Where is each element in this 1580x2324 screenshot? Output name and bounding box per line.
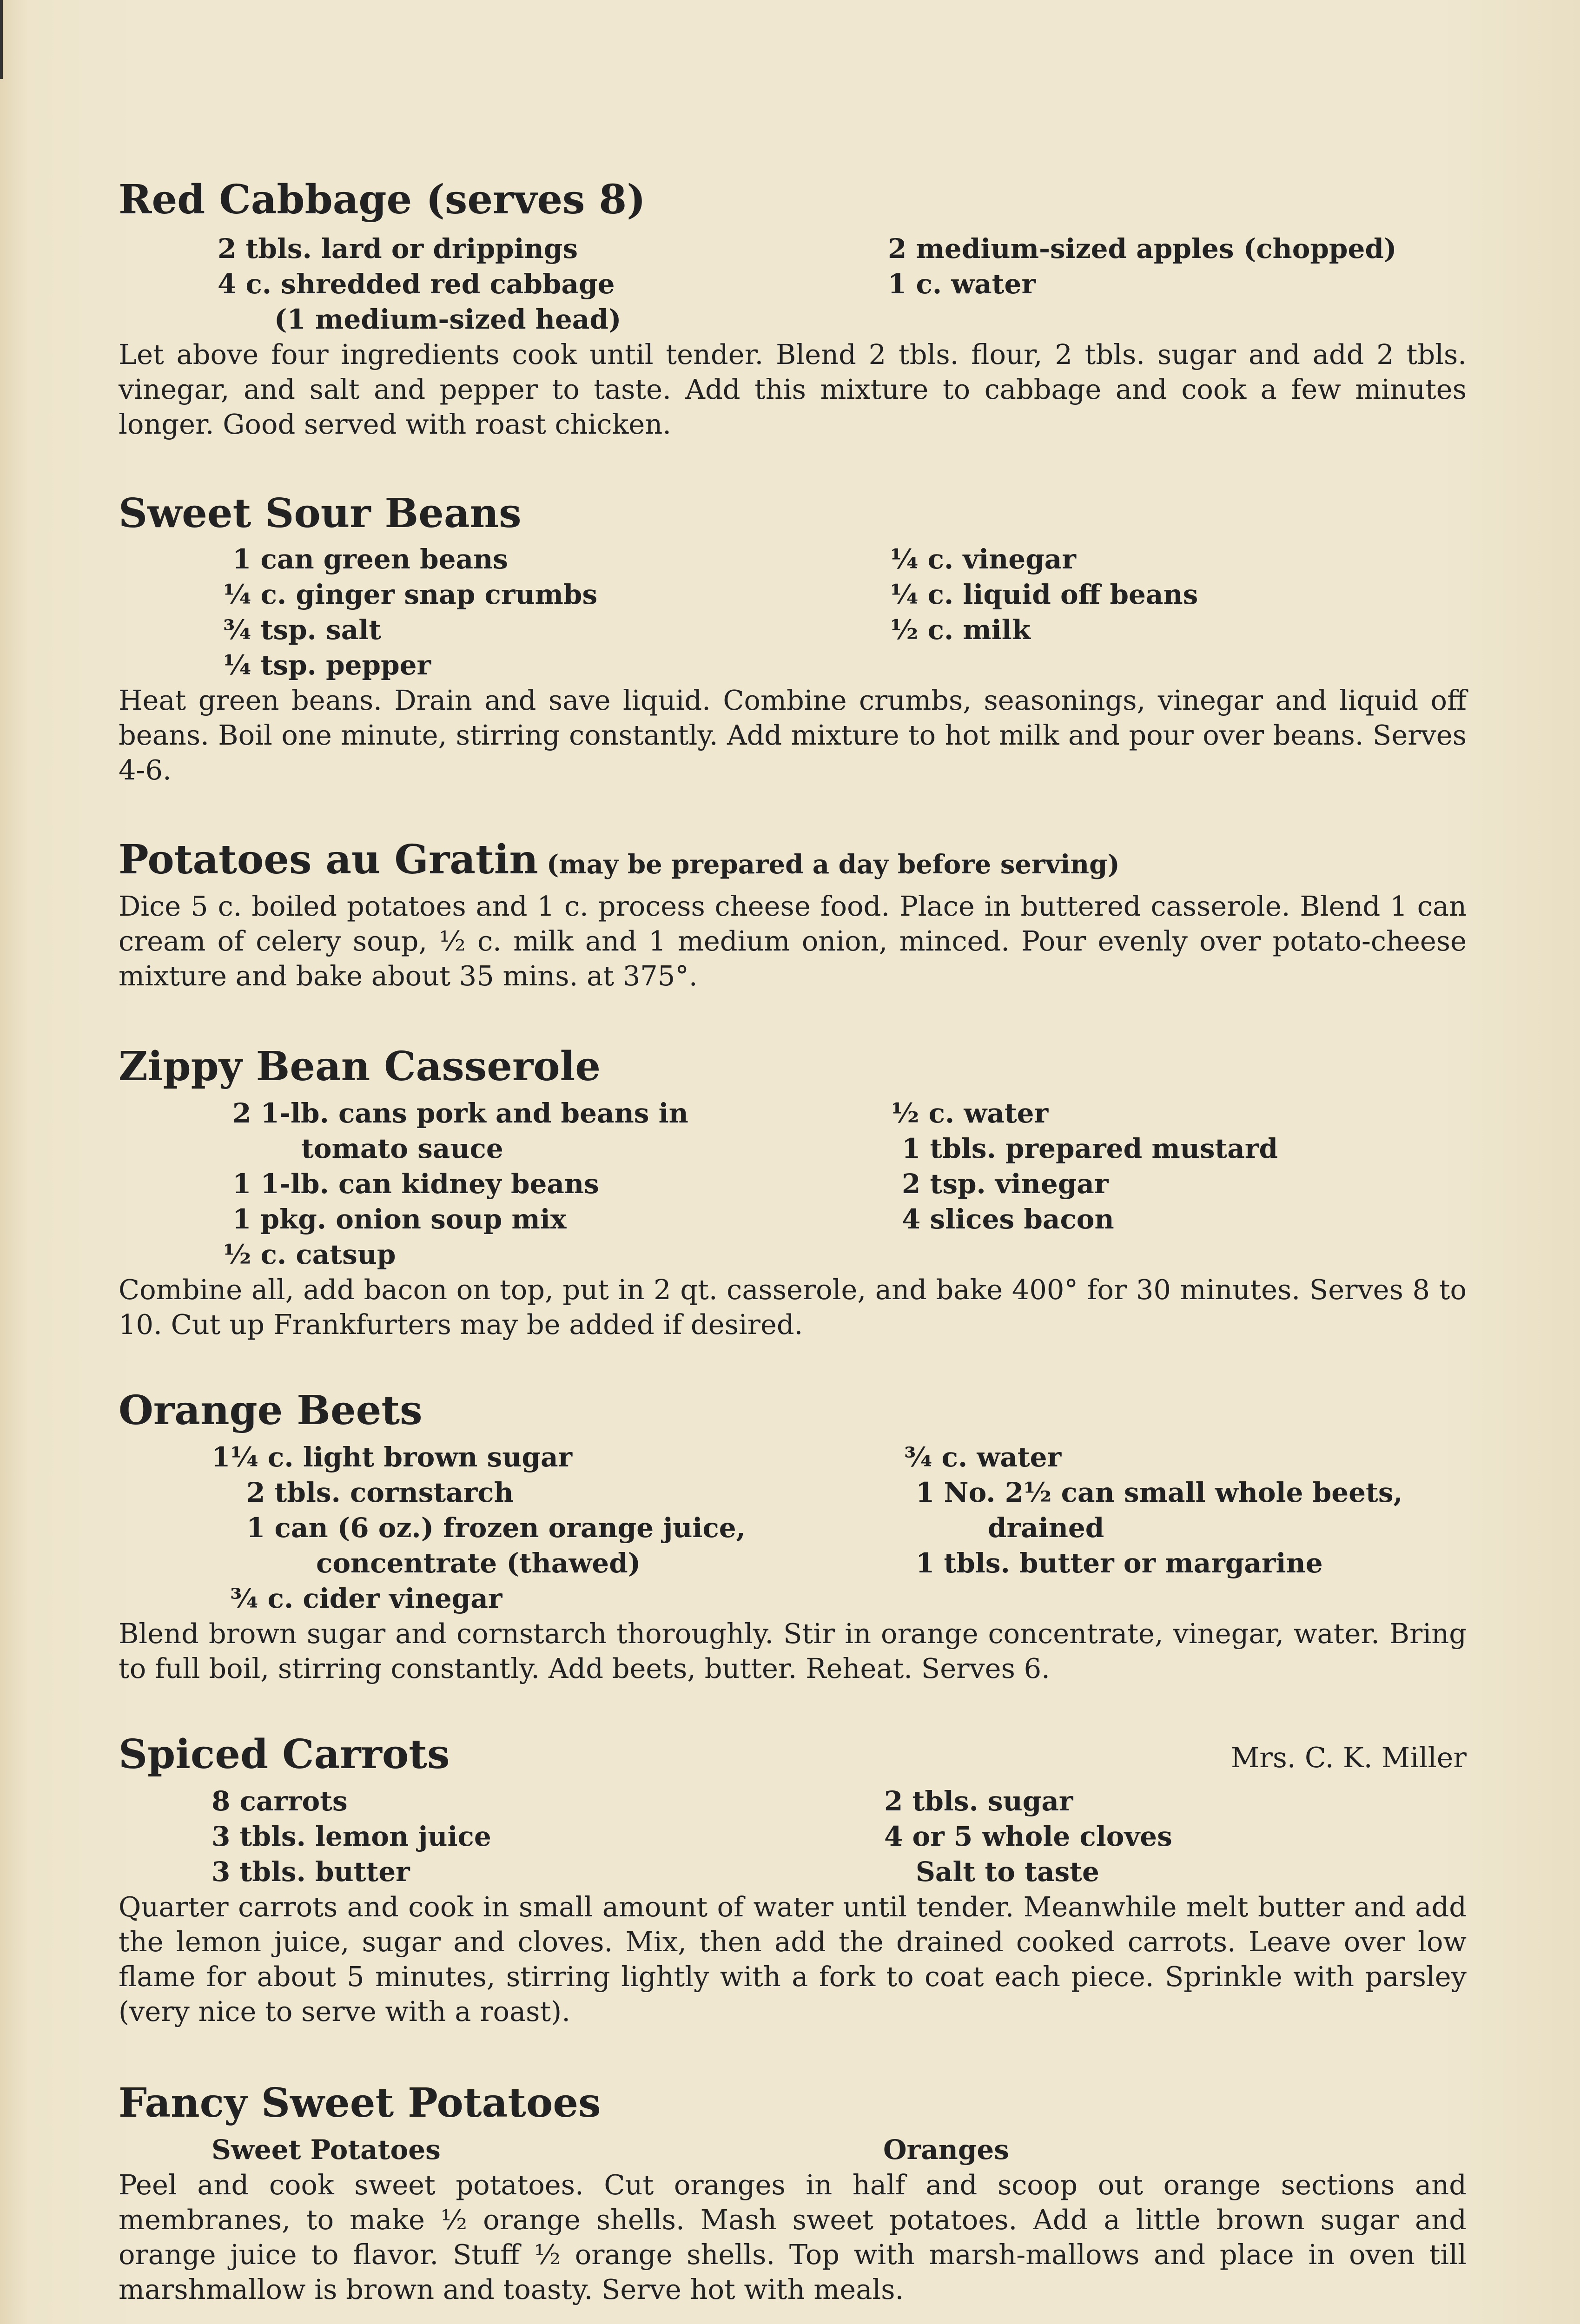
recipe-note: (may be prepared a day before serving) <box>546 849 1120 880</box>
recipe-spiced-carrots <box>119 1731 1467 2027</box>
ingredient: Salt to taste <box>916 1856 1099 1888</box>
ingredient: 3 tbls. butter <box>212 1856 410 1888</box>
ingredient: 2 tbls. sugar <box>884 1785 1073 1817</box>
ingredient: concentrate (thawed) <box>316 1547 641 1579</box>
recipe-directions: Dice 5 c. boiled potatoes and 1 c. process cheese food. Place in buttered casserole. Blend 1 can cream of celery soup, ½ c. milk and 1 medium onion, minced. Pour evenly over potato-cheese mixture and bake about 35 mins. at 375°. <box>119 890 1467 992</box>
ingredient: drained <box>988 1512 1104 1544</box>
ingredient: Sweet Potatoes <box>212 2134 441 2166</box>
ingredient: 1 can (6 oz.) frozen orange juice, <box>246 1512 746 1544</box>
recipe-fancy-sweet-potatoes <box>119 2080 1467 2305</box>
ingredient: 4 or 5 whole cloves <box>884 1821 1172 1852</box>
ingredient: (1 medium-sized head) <box>274 304 621 335</box>
recipe-directions: Let above four ingredients cook until tender. Blend 2 tbls. flour, 2 tbls. sugar and add 2 tbls. vinegar, and salt and pepper to taste. Add this mixture to cabbage and cook a few minutes longer. Good served with roast chicken. <box>119 338 1467 440</box>
ingredient: 4 c. shredded red cabbage <box>218 268 615 300</box>
ingredient: 1 tbls. prepared mustard <box>902 1133 1278 1164</box>
recipe-title: Spiced Carrots <box>119 1731 450 1778</box>
ingredient: ½ c. milk <box>890 614 1031 646</box>
recipe-title: Red Cabbage (serves 8) <box>119 176 646 223</box>
recipe-sweet-sour-beans <box>119 490 1467 786</box>
recipe-title: Orange Beets <box>119 1387 423 1434</box>
recipe-byline: Mrs. C. K. Miller <box>1230 1742 1467 1774</box>
ingredient: 1 pkg. onion soup mix <box>232 1203 567 1235</box>
ingredient: ½ c. catsup <box>223 1239 396 1270</box>
ingredient: 2 medium-sized apples (chopped) <box>888 233 1397 264</box>
ingredient: 3 tbls. lemon juice <box>212 1821 491 1852</box>
ingredient: ¾ c. water <box>904 1441 1062 1473</box>
ingredient: 1¼ c. light brown sugar <box>212 1441 573 1473</box>
ingredient: 2 tbls. lard or drippings <box>218 233 578 264</box>
ingredient: tomato sauce <box>301 1133 503 1164</box>
ingredient: 8 carrots <box>212 1785 348 1817</box>
ingredient: Oranges <box>883 2134 1009 2166</box>
ingredient: 1 can green beans <box>232 543 508 575</box>
ingredient: ¾ tsp. salt <box>223 614 382 646</box>
ingredient: ¼ tsp. pepper <box>223 649 431 681</box>
recipe-red-cabbage <box>119 176 1467 440</box>
ingredient: ¼ c. ginger snap crumbs <box>223 579 598 610</box>
binding-edge <box>0 0 3 79</box>
ingredient: ¼ c. liquid off beans <box>890 579 1198 610</box>
recipe-title: Potatoes au Gratin <box>119 836 538 883</box>
recipe-title: Sweet Sour Beans <box>119 490 522 537</box>
recipe-directions: Peel and cook sweet potatoes. Cut oranges in half and scoop out orange sections and membranes, to make ½ orange shells. Mash sweet potatoes. Add a little brown sugar and orange juice to flavor. Stuff ½ orange shells. Top with marsh-mallows and place in oven till marshmallow is brown and toasty. Serve hot with meals. <box>119 2169 1467 2305</box>
ingredient: ½ c. water <box>891 1097 1049 1129</box>
ingredient: 4 slices bacon <box>902 1203 1114 1235</box>
ingredient: 1 1-lb. can kidney beans <box>232 1168 599 1200</box>
recipe-zippy-bean-casserole <box>119 1043 1467 1340</box>
recipe-orange-beets <box>119 1387 1467 1684</box>
ingredient: 1 No. 2½ can small whole beets, <box>916 1477 1403 1508</box>
ingredient: 2 tbls. cornstarch <box>246 1477 514 1508</box>
recipe-potatoes-au-gratin <box>119 836 1467 992</box>
ingredient: 1 c. water <box>888 268 1036 300</box>
ingredient: 2 tsp. vinegar <box>902 1168 1109 1200</box>
recipe-directions: Combine all, add bacon on top, put in 2 qt. casserole, and bake 400° for 30 minutes. Serves 8 to 10. Cut up Frankfurters may be added if desired. <box>119 1274 1467 1340</box>
recipe-directions: Quarter carrots and cook in small amount of water until tender. Meanwhile melt butter and add the lemon juice, sugar and cloves. Mix, then add the drained cooked carrots. Leave over low flame for about 5 minutes, stirring lightly with a fork to coat each piece. Sprinkle with parsley (very nice to serve with a roast). <box>119 1891 1467 2027</box>
ingredient: ¼ c. vinegar <box>890 543 1076 575</box>
ingredient: 1 tbls. butter or margarine <box>916 1547 1323 1579</box>
recipe-directions: Blend brown sugar and cornstarch thoroughly. Stir in orange concentrate, vinegar, water. Bring to full boil, stirring constantly. Add beets, butter. Reheat. Serves 6. <box>119 1618 1467 1684</box>
recipe-title: Fancy Sweet Potatoes <box>119 2080 601 2126</box>
recipe-title: Zippy Bean Casserole <box>119 1043 601 1090</box>
ingredient: 2 1-lb. cans pork and beans in <box>232 1097 688 1129</box>
recipe-directions: Heat green beans. Drain and save liquid. Combine crumbs, seasonings, vinegar and liquid off beans. Boil one minute, stirring constantly. Add mixture to hot milk and pour over beans. Serves 4-6. <box>119 684 1467 786</box>
ingredient: ¾ c. cider vinegar <box>230 1583 502 1614</box>
recipe-title-row <box>119 837 1467 888</box>
